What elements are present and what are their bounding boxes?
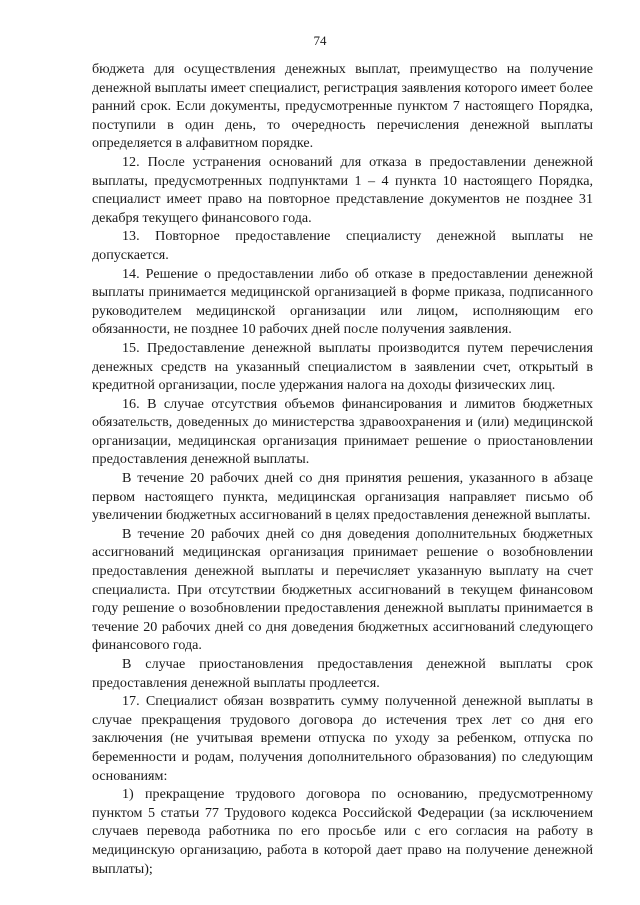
paragraph-item-16-part-3: В течение 20 рабочих дней со дня доведения дополнительных бюджетных ассигнований медицинская организация принимает решение о возобновлении предоставления денежной выплаты и перечисляет указанную выплату на счет специалиста. При отсутствии бюджетных ассигнований в текущем финансовом году решение о возобновлении предоставления денежной выплаты принимается в течение 20 рабочих дней со дня доведения бюджетных ассигнований следующего финансового года.	[92, 525, 593, 654]
paragraph-item-16-part-4: В случае приостановления предоставления денежной выплаты срок предоставления денежной выплаты продлеется.	[92, 656, 593, 691]
paragraph-item-13: 13. Повторное предоставление специалисту денежной выплаты не допускается.	[92, 228, 593, 263]
paragraph-item-12: 12. После устранения оснований для отказа в предоставлении денежной выплаты, предусмотренных подпунктами 1 – 4 пункта 10 настоящего Порядка, специалист имеет право на повторное представление документов не позднее 31 декабря текущего финансового года.	[92, 153, 593, 226]
document-body	[92, 60, 593, 878]
paragraph-item-17: 17. Специалист обязан возвратить сумму полученной денежной выплаты в случае прекращения трудового договора до истечения трех лет со дня его заключения (не учитывая времени отпуска по уходу за ребенком, отпуска по беременности и родам, получения дополнительного образования) по следующим основаниям:	[92, 693, 593, 784]
paragraph-item-16-part-2: В течение 20 рабочих дней со дня принятия решения, указанного в абзаце первом настоящего пункта, медицинская организация направляет письмо об увеличении бюджетных ассигнований в целях предоставления денежной выплаты.	[92, 470, 593, 524]
paragraph-continuation: бюджета для осуществления денежных выплат, преимущество на получение денежной выплаты имеет специалист, регистрация заявления которого имеет более ранний срок. Если документы, предусмотренные пунктом 7 настоящего Порядка, поступили в один день, то очередность перечисления денежной выплаты определяется в алфавитном порядке.	[92, 61, 593, 152]
page-number: 74	[313, 33, 327, 48]
paragraph-item-14: 14. Решение о предоставлении либо об отказе в предоставлении денежной выплаты принимается медицинской организацией в форме приказа, подписанного руководителем медицинской организации или лицом, исполняющим его обязанности, не позднее 10 рабочих дней после получения заявления.	[92, 265, 593, 338]
paragraph-item-17-subitem-1: 1) прекращение трудового договора по основанию, предусмотренному пунктом 5 статьи 77 Трудового кодекса Российской Федерации (за исключением случаев перевода работника по его просьбе или с его согласия на работу в медицинскую организацию, работа в которой дает право на получение денежной выплаты);	[92, 786, 593, 877]
paragraph-item-15: 15. Предоставление денежной выплаты производится путем перечисления денежных средств на указанный специалистом в заявлении счет, открытый в кредитной организации, после удержания налога на доходы физических лиц.	[92, 339, 593, 394]
paragraph-item-16: 16. В случае отсутствия объемов финансирования и лимитов бюджетных обязательств, доведенных до министерства здравоохранения и (или) медицинской организации, медицинская организация принимает решение о приостановлении предоставления денежной выплаты.	[92, 395, 593, 468]
